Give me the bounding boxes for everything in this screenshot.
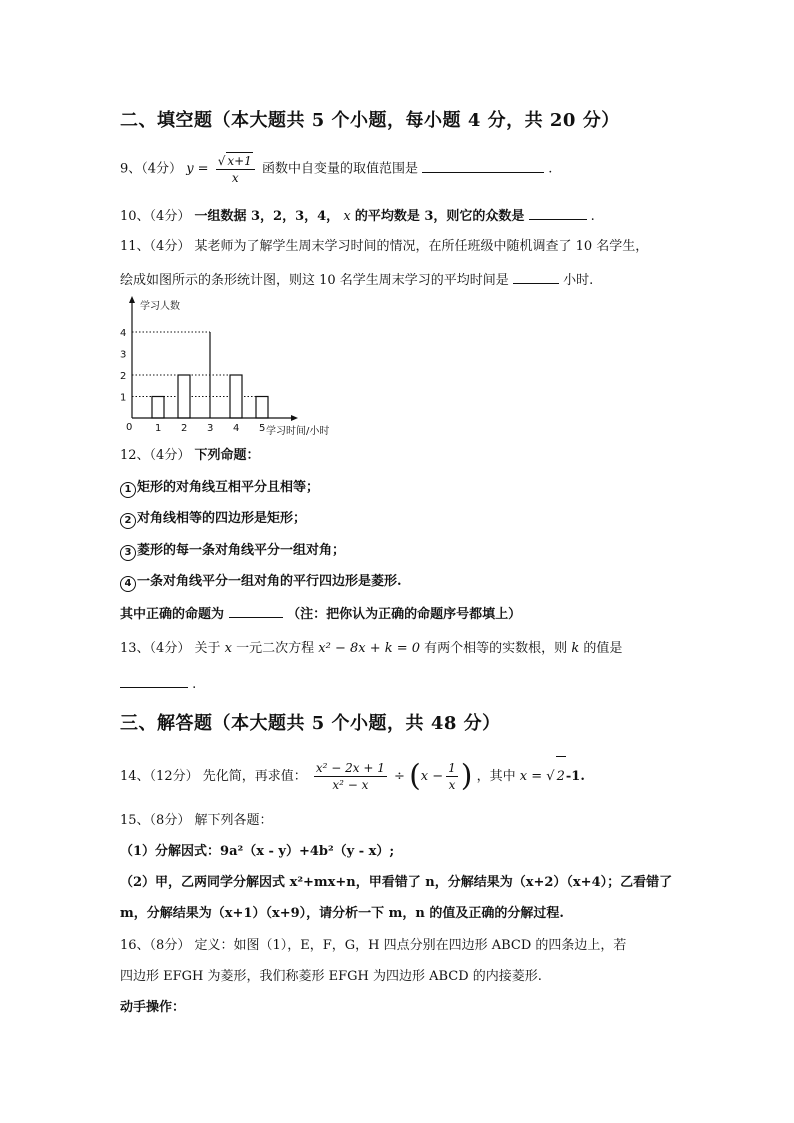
math-var: k (571, 641, 580, 656)
x-tick-label: 3 (207, 423, 214, 434)
y-axis-arrow (129, 296, 135, 303)
question-15-part-2-line-1 (120, 874, 672, 892)
proposition-text: 菱形的每一条对角线平分一组对角； (137, 543, 346, 558)
x-tick-label: 5 (259, 423, 266, 434)
question-number: 15、（8分） (120, 813, 191, 828)
question-11-line-1 (120, 238, 648, 256)
question-text: 函数中自变量的取值范围是 (261, 161, 418, 177)
y-axis-label: 学习人数 (140, 301, 180, 312)
fraction (216, 152, 255, 186)
answer-blank[interactable] (513, 270, 559, 284)
circled-number: 3 (120, 545, 136, 561)
question-text: 四边形 EFGH 为菱形，我们称菱形 EFGH 为四边形 ABCD 的内接菱形. (120, 969, 542, 984)
fraction (446, 760, 458, 793)
math-y-eq: y = (186, 161, 209, 177)
circled-number: 4 (120, 576, 136, 592)
bar-chart (110, 292, 350, 442)
question-text: 动手操作： (120, 1000, 186, 1015)
question-end: 小时. (563, 273, 594, 288)
proposition-text: 对角线相等的四边形是矩形； (137, 511, 307, 526)
x-tick-label: 2 (181, 423, 188, 434)
question-text: 某老师为了解学生周末学习时间的情况，在所任班级中随机调查了 10 名学生， (194, 239, 649, 254)
question-16-line-1 (120, 937, 626, 955)
chart-bars (152, 332, 268, 418)
section-heading-solutions: 三、解答题（本大题共 5 个小题，共 48 分） (120, 713, 501, 734)
question-15-part-1 (120, 843, 394, 861)
fraction-denominator: x (231, 171, 239, 185)
circled-number: 2 (120, 513, 136, 529)
question-12-answer (120, 604, 521, 624)
question-text: 的值是 (583, 641, 623, 656)
math-equation: x² − 8x + k = 0 (318, 641, 421, 656)
question-text: 下列命题： (194, 448, 260, 463)
question-number: 9、（4分） (120, 161, 183, 177)
question-end: . (548, 161, 553, 177)
question-text: 解下列各题： (194, 813, 273, 828)
proposition-text: 一条对角线平分一组对角的平行四边形是菱形. (137, 574, 402, 589)
radicand: 2 (556, 756, 566, 797)
fraction-denominator: x² − x (332, 778, 369, 792)
question-16-line-2 (120, 968, 542, 986)
y-tick-label: 3 (120, 349, 127, 361)
question-11-line-2 (120, 270, 593, 290)
proposition-3 (120, 542, 345, 561)
question-text: 其中正确的命题为 (120, 607, 225, 622)
bar (230, 375, 242, 418)
division-sign: ÷ (394, 769, 405, 784)
right-paren: ) (460, 758, 473, 794)
question-10 (120, 206, 595, 226)
question-15-part-2-line-2 (120, 905, 564, 923)
fraction-denominator: x (448, 778, 456, 792)
question-number: 16、（8分） (120, 938, 191, 953)
question-number: 12、（4分） (120, 448, 191, 463)
question-12 (120, 447, 259, 465)
question-text: （2）甲，乙两同学分解因式 x²+mx+n，甲看错了 n，分解结果为（x+2）（x+4）；乙看错了 (120, 875, 673, 890)
fraction-numerator: x² − 2x + 1 (315, 761, 385, 775)
x-axis-label: 学习时间/小时 (266, 426, 330, 437)
question-text: 先化简，再求值： (202, 769, 307, 784)
question-text: 的平均数是 3，则它的众数是 (354, 209, 525, 224)
fraction-numerator: √ x+1 (216, 152, 255, 170)
y-tick-label: 1 (120, 392, 127, 404)
answer-blank[interactable] (529, 206, 587, 220)
question-number: 14、（12分） (120, 769, 199, 784)
question-note: （注：把你认为正确的命题序号都填上） (287, 607, 522, 622)
x-axis-arrow (291, 415, 298, 421)
question-text: ，其中 (476, 769, 516, 784)
fraction (314, 760, 387, 793)
question-number: 13、（4分） (120, 641, 191, 656)
math-expr: -1. (565, 769, 585, 784)
question-text: 关于 (194, 641, 221, 656)
proposition-text: 矩形的对角线互相平分且相等； (137, 480, 320, 495)
x-tick-label: 4 (233, 423, 240, 434)
math-expr: x = (519, 769, 543, 784)
question-number: 11、（4分） (120, 239, 191, 254)
y-tick-label: 4 (120, 328, 127, 339)
fraction-numerator: 1 (448, 761, 456, 775)
sqrt-expr: √ 2 (546, 769, 566, 784)
question-15 (120, 812, 272, 830)
origin-label: 0 (126, 422, 133, 433)
question-text: m，分解结果为（x+1）（x+9），请分析一下 m，n 的值及正确的分解过程. (120, 906, 564, 921)
question-text: 一组数据 3，2，3，4， (194, 209, 340, 224)
bar (152, 397, 164, 419)
question-text: 一元二次方程 (236, 641, 315, 656)
answer-blank[interactable] (120, 674, 188, 688)
answer-blank[interactable] (229, 604, 283, 618)
math-var: x (343, 209, 351, 224)
question-16-line-3 (120, 999, 185, 1017)
y-tick-label: 2 (120, 371, 127, 382)
question-13 (120, 640, 622, 658)
proposition-2 (120, 510, 306, 529)
math-var: x (224, 641, 232, 656)
question-13-answer (120, 674, 196, 694)
question-text: 定义：如图（1），E，F，G，H 四点分别在四边形 ABCD 的四条边上，若 (194, 938, 627, 953)
math-expr: x − (420, 769, 444, 784)
question-end: . (590, 209, 595, 224)
question-number: 10、（4分） (120, 209, 191, 224)
bar (178, 375, 190, 418)
circled-number: 1 (120, 482, 136, 498)
proposition-4 (120, 573, 402, 592)
question-end: . (192, 677, 197, 692)
section-heading-fill-in: 二、填空题（本大题共 5 个小题，每小题 4 分，共 20 分） (120, 110, 620, 131)
question-text: （1）分解因式：9a²（x - y）+4b²（y - x）; (120, 844, 395, 859)
radicand: x+1 (227, 154, 252, 168)
question-14 (120, 756, 585, 797)
left-paren: ( (409, 758, 421, 794)
answer-blank[interactable] (422, 159, 544, 173)
x-tick-label: 1 (155, 423, 162, 434)
question-9 (120, 152, 552, 186)
bar (256, 397, 268, 419)
proposition-1 (120, 479, 319, 498)
question-text: 有两个相等的实数根，则 (424, 641, 568, 656)
question-text: 绘成如图所示的条形统计图，则这 10 名学生周末学习的平均时间是 (120, 273, 509, 288)
